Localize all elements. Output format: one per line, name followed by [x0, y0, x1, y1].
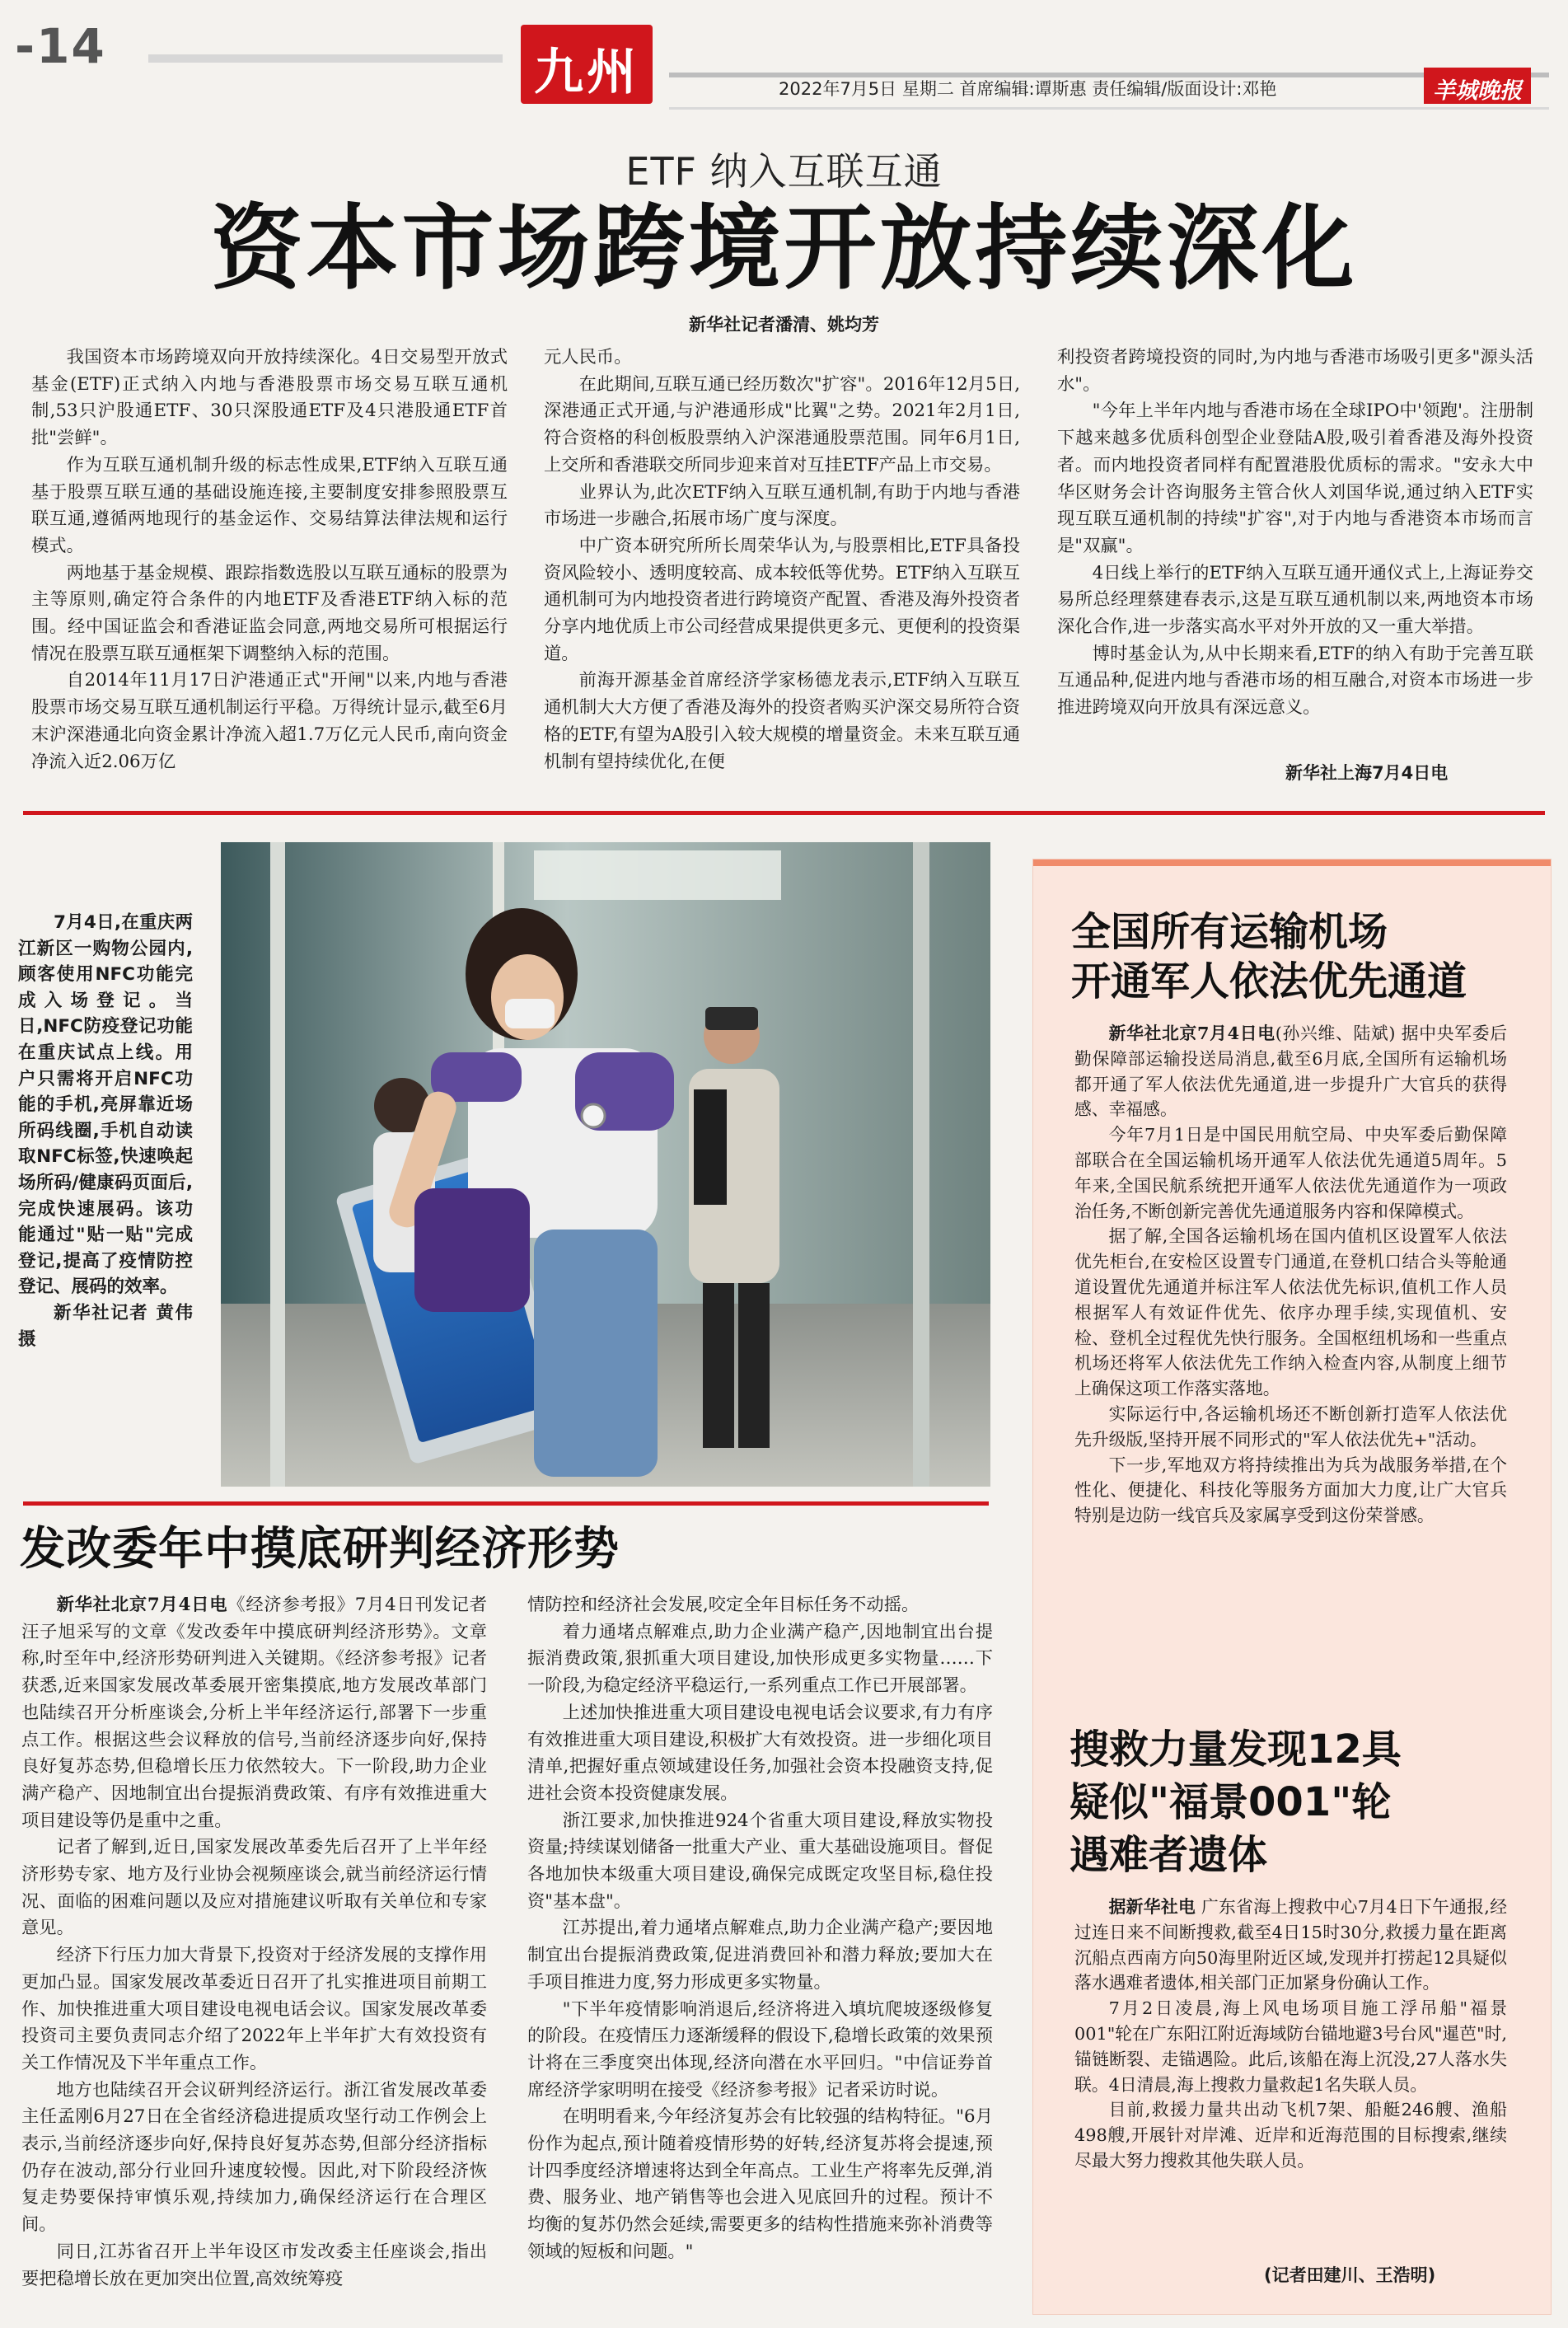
story2-headline: 发改委年中摸底研判经济形势: [20, 1522, 620, 1575]
lead-headline: 资本市场跨境开放持续深化: [210, 195, 1358, 302]
lead-kicker: ETF 纳入互联互通: [625, 149, 943, 194]
lead-column-2: 元人民币。 在此期间,互联互通已经历数次"扩容"。2016年12月5日,深港通正式开通,与沪港通形成"比翼"之势。2021年2月1日,符合资格的科创板股票纳入沪深港通股票范围。同年6月1日,上交所和香港联交所同步迎来首对互挂ETF产品上市交易。 业界认为,此次ETF纳入互联互通机制,有助于内地与香港市场进一步融合,拓展市场广度与深度。 中广资本研究所所长周荣华认为,与股票相比,ETF具备投资风险较小、透明度较高、成本较低等优势。ETF纳入互联互通机制可为内地投资者进行跨境资产配置、香港及海外投资者分享内地优质上市公司经营成果提供更多元、更便利的投资渠道。 前海开源基金首席经济学家杨德龙表示,ETF纳入互联互通机制大大方便了香港及海外的投资者购买沪深交易所符合资格的ETF,有望为A股引入较大规模的增量资金。未来互联互通机制有望持续优化,在便: [544, 347, 1020, 772]
story2-column-1: 新华社北京7月4日电《经济参考报》7月4日刊发记者汪子旭采写的文章《发改委年中摸底研判经济形势》。文章称,时至年中,经济形势研判进入关键期。《经济参考报》记者获悉,近来国家发展改革委展开密集摸底,地方发展改革部门也陆续召开分析座谈会,分析上半年经济运行,部署下一步重点工作。根据这些会议释放的信号,当前经济逐步向好,保持良好复苏态势,但稳增长压力依然较大。下一阶段,助力企业满产稳产、因地制宜出台提振消费政策、有序有效推进重大项目建设等仍是重中之重。 记者了解到,近日,国家发展改革委先后召开了上半年经济形势专家、地方及行业协会视频座谈会,就当前经济运行情况、面临的困难问题以及应对措施建议听取有关单位和专家意见。 经济下行压力加大背景下,投资对于经济发展的支撑作用更加凸显。国家发展改革委近日召开了扎实推进项目前期工作、加快推进重大项目建设电视电话会议。国家发展改革委投资司主要负责同志介绍了2022年上半年扩大有效投资有关工作情况及下半年重点工作。 地方也陆续召开会议研判经济运行。浙江省发展改革委主任孟刚6月27日在全省经济稳进提质攻坚行动工作例会上表示,当前经济逐步向好,保持良好复苏态势,但部分经济指标仍存在波动,部分行业回升速度较慢。因此,对下阶段经济恢复走势要保持审慎乐观,持续加力,确保经济运行在合理区间。 同日,江苏省召开上半年设区市发改委主任座谈会,指出要把稳增长放在更加突出位置,高效统筹疫: [21, 1595, 487, 2289]
lead-column-1: 我国资本市场跨境双向开放持续深化。4日交易型开放式基金(ETF)正式纳入内地与香港股票市场交易互联互通机制,53只沪股通ETF、30只深股通ETF及4只港股通ETF首批"尝鲜"。 作为互联互通机制升级的标志性成果,ETF纳入互联互通基于股票互联互通的基础设施连接,主要制度安排参照股票互联互通,遵循两地现行的基金运作、交易结算法律法规和运行模式。 两地基于基金规模、跟踪指数选股以互联互通标的股票为主等原则,确定符合条件的内地ETF及香港ETF纳入标的范围。经中国证监会和香港证监会同意,两地交易所可根据运行情况在股票互联互通框架下调整纳入标的范围。 自2014年11月17日沪港通正式"开闸"以来,内地与香港股票市场交易互联互通机制运行平稳。万得统计显示,截至6月末沪深港通北向资金累计净流入超1.7万亿元人民币,南向资金净流入近2.06万亿: [31, 347, 508, 772]
sidebar2-body: 据新华社电 广东省海上搜救中心7月4日下午通报,经过连日来不间断搜救,截至4日15时30分,救援力量在距离沉船点西南方向50海里附近区域,发现并打捞起12具疑似落水遇难者遗体,相关部门正加紧身份确认工作。 7月2日凌晨,海上风电场项目施工浮吊船"福景001"轮在广东阳江附近海域防台锚地避3号台风"暹芭"时,锚链断裂、走锚遇险。此后,该船在海上沉没,27人落水失联。4日清晨,海上搜救力量救起1名失联人员。 目前,救援力量共出动飞机7架、船艇246艘、渔船498艘,开展针对岸滩、近岸和近海范围的目标搜索,继续尽最大努力搜救其他失联人员。: [1074, 1896, 1507, 2171]
story2-column-2: 情防控和经济社会发展,咬定全年目标任务不动摇。 着力通堵点解难点,助力企业满产稳产,因地制宜出台提振消费政策,狠抓重大项目建设,加快形成更多实物量……下一阶段,为稳定经济平稳运行,一系列重点工作已开展部署。 上述加快推进重大项目建设电视电话会议要求,有力有序有效推进重大项目建设,积极扩大有效投资。进一步细化项目清单,把握好重点领域建设任务,加强社会资本投融资支持,促进社会资本投资健康发展。 浙江要求,加快推进924个省重大项目建设,释放实物投资量;持续谋划储备一批重大产业、重大基础设施项目。督促各地加快本级重大项目建设,确保完成既定攻坚目标,稳住投资"基本盘"。 江苏提出,着力通堵点解难点,助力企业满产稳产;要因地制宜出台提振消费政策,促进消费回补和潜力释放;要加大在手项目推进力度,努力形成更多实物量。 "下半年疫情影响消退后,经济将进入填坑爬坡逐级修复的阶段。在疫情压力逐渐缓释的假设下,稳增长政策的效果预计将在三季度突出体现,经济向潜在水平回归。"中信证券首席经济学家明明在接受《经济参考报》记者采访时说。 在明明看来,今年经济复苏会有比较强的结构特征。"6月份作为起点,预计随着疫情形势的好转,经济复苏将会提速,预计四季度经济增速将达到全年高点。工业生产将率先反弹,消费、服务业、地产销售等也会进入见底回升的过程。预计不均衡的复苏仍然会延续,需要更多的结构性措施来弥补消费等领域的短板和问题。": [527, 1595, 993, 2262]
sidebar2-headline-line3: 遇难者遗体: [1070, 1832, 1268, 1878]
dateline: 2022年7月5日 星期二 首席编辑:谭斯惠 责任编辑/版面设计:邓艳: [779, 79, 1277, 99]
sidebar2-headline: [1070, 1723, 1539, 1881]
paper-logo: [1424, 68, 1531, 104]
nfc-photo: [221, 842, 990, 1487]
ceiling-light: [534, 850, 781, 900]
section-tag: [521, 25, 653, 104]
page-number: -14: [15, 18, 106, 74]
sidebar-box: [1032, 859, 1552, 2315]
sidebar1-body: 新华社北京7月4日电(孙兴维、陆斌) 据中央军委后勤保障部运输投送局消息,截至6月底,全国所有运输机场都开通了军人依法优先通道,进一步提升广大官兵的获得感、幸福感。 今年7月1日是中国民用航空局、中央军委后勤保障部联合在全国运输机场开通军人依法优先通道5周年。5年来,全国民航系统把开通军人依法优先通道作为一项政治任务,不断创新完善优先通道服务内容和保障模式。 据了解,全国各运输机场在国内值机区设置军人依法优先柜台,在安检区设置专门通道,在登机口结合头等舱通道设置优先通道并标注军人依法优先标识,值机工作人员根据军人有效证件优先、依序办理手续,实现值机、安检、登机全过程优先快行服务。全国枢纽机场和一些重点机场还将军人依法优先工作纳入检查内容,从制度上细节上确保这项工作落实落地。 实际运行中,各运输机场还不断创新打造军人依法优先升级版,坚持开展不同形式的"军人依法优先+"活动。 下一步,军地双方将持续推出为兵为战服务举措,在个性化、便捷化、科技化等服务方面加大力度,让广大官兵特别是边防一线官兵及家属享受到这份荣誉感。: [1074, 1023, 1507, 1526]
paper-logo-text: 羊城晚报: [1433, 78, 1522, 104]
glass-frame-left: [270, 842, 285, 1487]
sidebar2-headline-line2: 疑似"福景001"轮: [1070, 1779, 1392, 1825]
lead-column-3: 利投资者跨境投资的同时,为内地与香港市场吸引更多"源头活水"。 "今年上半年内地与香港市场在全球IPO中'领跑'。注册制下越来越多优质科创型企业登陆A股,吸引着香港及海外投资者。而内地投资者同样有配置港股优质标的需求。"安永大中华区财务会计咨询服务主管合伙人刘国华说,通过纳入ETF实现互联互通机制的持续"扩容",对于内地与香港资本市场而言是"双赢"。 4日线上举行的ETF纳入互联互通开通仪式上,上海证券交易所总经理蔡建春表示,这是互联互通机制以来,两地资本市场深化合作,进一步落实高水平对外开放的又一重大举措。 博时基金认为,从中长期来看,ETF的纳入有助于完善互联互通品种,促进内地与香港市场的相互融合,对资本市场进一步推进跨境双向开放具有深远意义。: [1057, 347, 1533, 719]
photo-caption: 7月4日,在重庆两江新区一购物公园内,顾客使用NFC功能完成入场登记。当日,NFC防疫登记功能在重庆试点上线。用户只需将开启NFC功能的手机,亮屏靠近场所码线圈,手机自动读取NFC标签,快速唤起场所码/健康码页面后,完成快速展码。该功能通过"贴一贴"完成登记,提高了疫情防控登记、展码的效率。 新华社记者 黄伟 摄: [18, 912, 193, 1350]
masthead-rule-left: [148, 54, 503, 63]
sidebar1-headline-line2: 开通军人依法优先通道: [1071, 958, 1467, 1005]
nfc-photo-image: [221, 842, 990, 1487]
sidebar1-headline-line1: 全国所有运输机场: [1071, 909, 1388, 955]
sidebar2-signoff: (记者田建川、王浩明): [1264, 2265, 1436, 2285]
section-label: 九州: [534, 44, 639, 101]
lead-signoff: 新华社上海7月4日电: [1285, 763, 1449, 783]
sidebar1-headline: [1071, 907, 1541, 1006]
glass-frame-right: [913, 842, 929, 1487]
sidebar2-headline-line1: 搜救力量发现12具: [1070, 1726, 1402, 1773]
sidebar-top-rule: [1033, 860, 1551, 866]
story2-top-rule: [23, 1501, 989, 1506]
lead-byline: 新华社记者潘清、姚均芳: [689, 315, 879, 335]
lead-bottom-rule: [23, 811, 1545, 815]
